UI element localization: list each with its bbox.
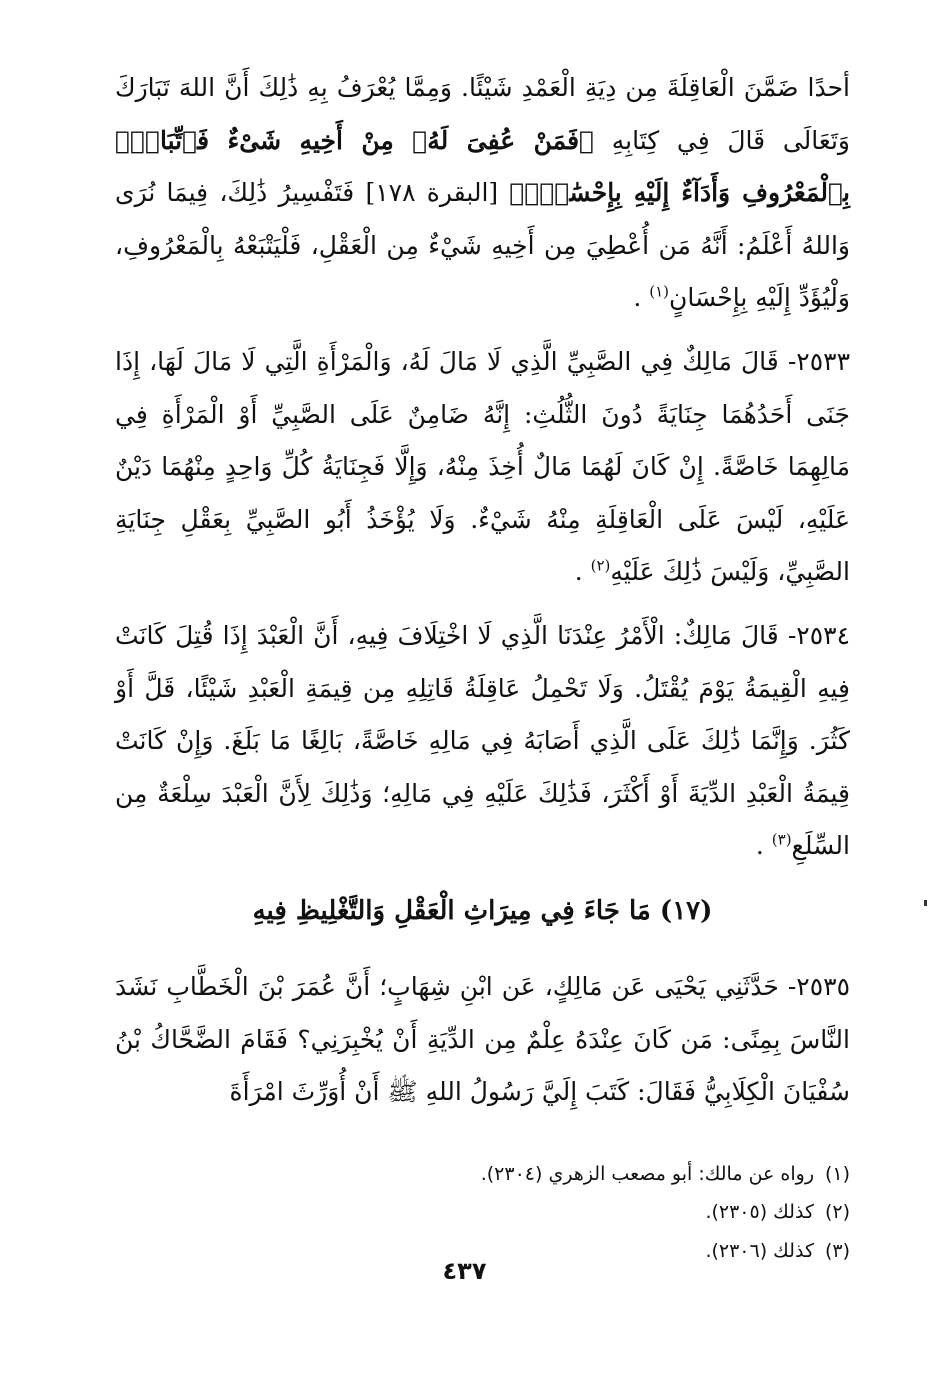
paragraph-2534: [115, 610, 850, 873]
page-number: ٤٣٧: [442, 1257, 487, 1285]
paragraph-gap: [115, 599, 850, 610]
paragraph-text: ٢٥٣٤- قَالَ مَالِكٌ: الْأَمْرُ عِنْدَنَا الَّذِي لَا اخْتِلَافَ فِيهِ، أَنَّ الْعَبْدَ إِذَا قُتِلَ كَانَتْ فِيهِ الْقِيمَةُ يَوْمَ يُقْتَلُ. وَلَا تَحْمِلُ عَاقِلَةُ قَاتِلِهِ مِن قِيمَةِ الْعَبْدِ شَيْئًا، قَلَّ أَوْ كَثُرَ. وَإِنَّمَا ذَٰلِكَ عَلَى الَّذِي أَصَابَهُ فِي مَالِهِ خَاصَّةً، بَالِغًا مَا بَلَغَ. وَإِنْ كَانَتْ قِيمَةُ الْعَبْدِ الدِّيَةَ أَوْ أَكْثَرَ، فَذَٰلِكَ عَلَيْهِ فِي مَالِهِ؛ وَذَٰلِكَ لِأَنَّ الْعَبْدَ سِلْعَةٌ مِن السِّلَعِ: [115, 620, 850, 861]
footnote-ref-2[interactable]: (٢): [590, 557, 611, 576]
paragraph-tail-text: [البقرة ١٧٨] فَتَفْسِيرُ ذَٰلِكَ، فِيمَا نُرَى وَاللهُ أَعْلَمُ: أَنَّهُ مَن أُعْطِيَ مِن أَخِيهِ شَيْءٌ مِن الْعَقْلِ، فَلْيَتْبَعْهُ بِالْمَعْرُوفِ، وَلْيُؤَدِّ إِلَيْهِ بِإِحْسَانٍ: [115, 178, 851, 313]
footnote-text: كذلك (٢٣٠٦).: [705, 1239, 814, 1262]
footnote-1: [115, 1155, 850, 1194]
paragraph-end-mark: .: [574, 557, 591, 587]
paragraph-text: ٢٥٣٣- قَالَ مَالِكٌ فِي الصَّبِيِّ الَّذِي لَا مَالَ لَهُ، وَالْمَرْأَةِ الَّتِي لَا مَالَ لَهَا، إِذَا جَنَى أَحَدُهُمَا جِنَايَةً دُونَ الثُّلُثِ: إِنَّهُ ضَامِنٌ عَلَى الصَّبِيِّ أَوْ الْمَرْأَةِ فِي مَالِهِمَا خَاصَّةً. إِنْ كَانَ لَهُمَا مَالٌ أُخِذَ مِنْهُ، وَإِلَّا فَجِنَايَةُ كُلِّ وَاحِدٍ مِنْهُمَا دَيْنٌ عَلَيْهِ، لَيْسَ عَلَى الْعَاقِلَةِ مِنْهُ شَيْءٌ. وَلَا يُؤْخَذُ أَبُو الصَّبِيِّ بِعَقْلِ جِنَايَةِ الصَّبِيِّ، وَلَيْسَ ذَٰلِكَ عَلَيْهِ: [115, 346, 850, 587]
paragraph-gap: [115, 325, 850, 336]
footnote-mark: (٢): [824, 1201, 850, 1224]
paragraph-lead-text: أحدًا ضَمَّنَ الْعَاقِلَةَ مِن دِيَةِ الْعَمْدِ شَيْئًا. وَمِمَّا يُعْرَفُ بِهِ ذَٰلِكَ أَنَّ اللهَ تَبَارَكَ وَتَعَالَى قَالَ فِي كِتَابِهِ: [115, 73, 850, 155]
paragraph-text: ٢٥٣٥- حَدَّثَنِي يَحْيَى عَن مَالِكٍ، عَن ابْنِ شِهَابٍ؛ أَنَّ عُمَرَ بْنَ الْخَطَّابِ نَشَدَ النَّاسَ بِمِنًى: مَن كَانَ عِنْدَهُ عِلْمٌ مِن الدِّيَةِ أَنْ يُخْبِرَنِي؟ فَقَامَ الضَّحَّاكُ بْنُ سُفْيَانَ الْكِلَابِيُّ فَقَالَ: كَتَبَ إِلَيَّ رَسُولُ اللهِ ﷺ أَنْ أُوَرِّثَ امْرَأَةَ: [115, 971, 850, 1107]
footnote-mark: (٣): [824, 1239, 850, 1262]
quran-verse: ﴿فَمَنْ عُفِىَ لَهُۥ مِنْ أَخِيهِ شَىْءٌ فَٱتِّبَاعٌۢ بِٱلْمَعْرُوفِ وَأَدَآءٌ إِلَيْهِ بِإِحْسَٰنٍۢ﴾: [115, 125, 850, 208]
chapter-heading: (١٧) مَا جَاءَ فِي مِيرَاثِ الْعَقْلِ وَالتَّغْلِيظِ فِيهِ: [252, 895, 713, 926]
footnote-text: كذلك (٢٣٠٥).: [705, 1201, 814, 1224]
book-page: [115, 62, 850, 1362]
footnote-2: [115, 1193, 850, 1232]
footnote-text: رواه عن مالك: أبو مصعب الزهري (٢٣٠٤).: [480, 1162, 814, 1185]
footnote-mark: (١): [824, 1162, 850, 1185]
paragraph-continuation: [115, 62, 850, 325]
paragraph-end-mark: .: [755, 831, 772, 861]
paragraph-2535: [115, 961, 850, 1119]
paragraph-2533: [115, 336, 850, 599]
paragraph-end-mark: .: [633, 283, 650, 313]
scan-edge-mark: [924, 900, 927, 906]
footnote-ref-1[interactable]: (١): [649, 283, 669, 302]
footnote-ref-3[interactable]: (٣): [771, 830, 792, 849]
footnotes-section: [115, 1155, 850, 1271]
